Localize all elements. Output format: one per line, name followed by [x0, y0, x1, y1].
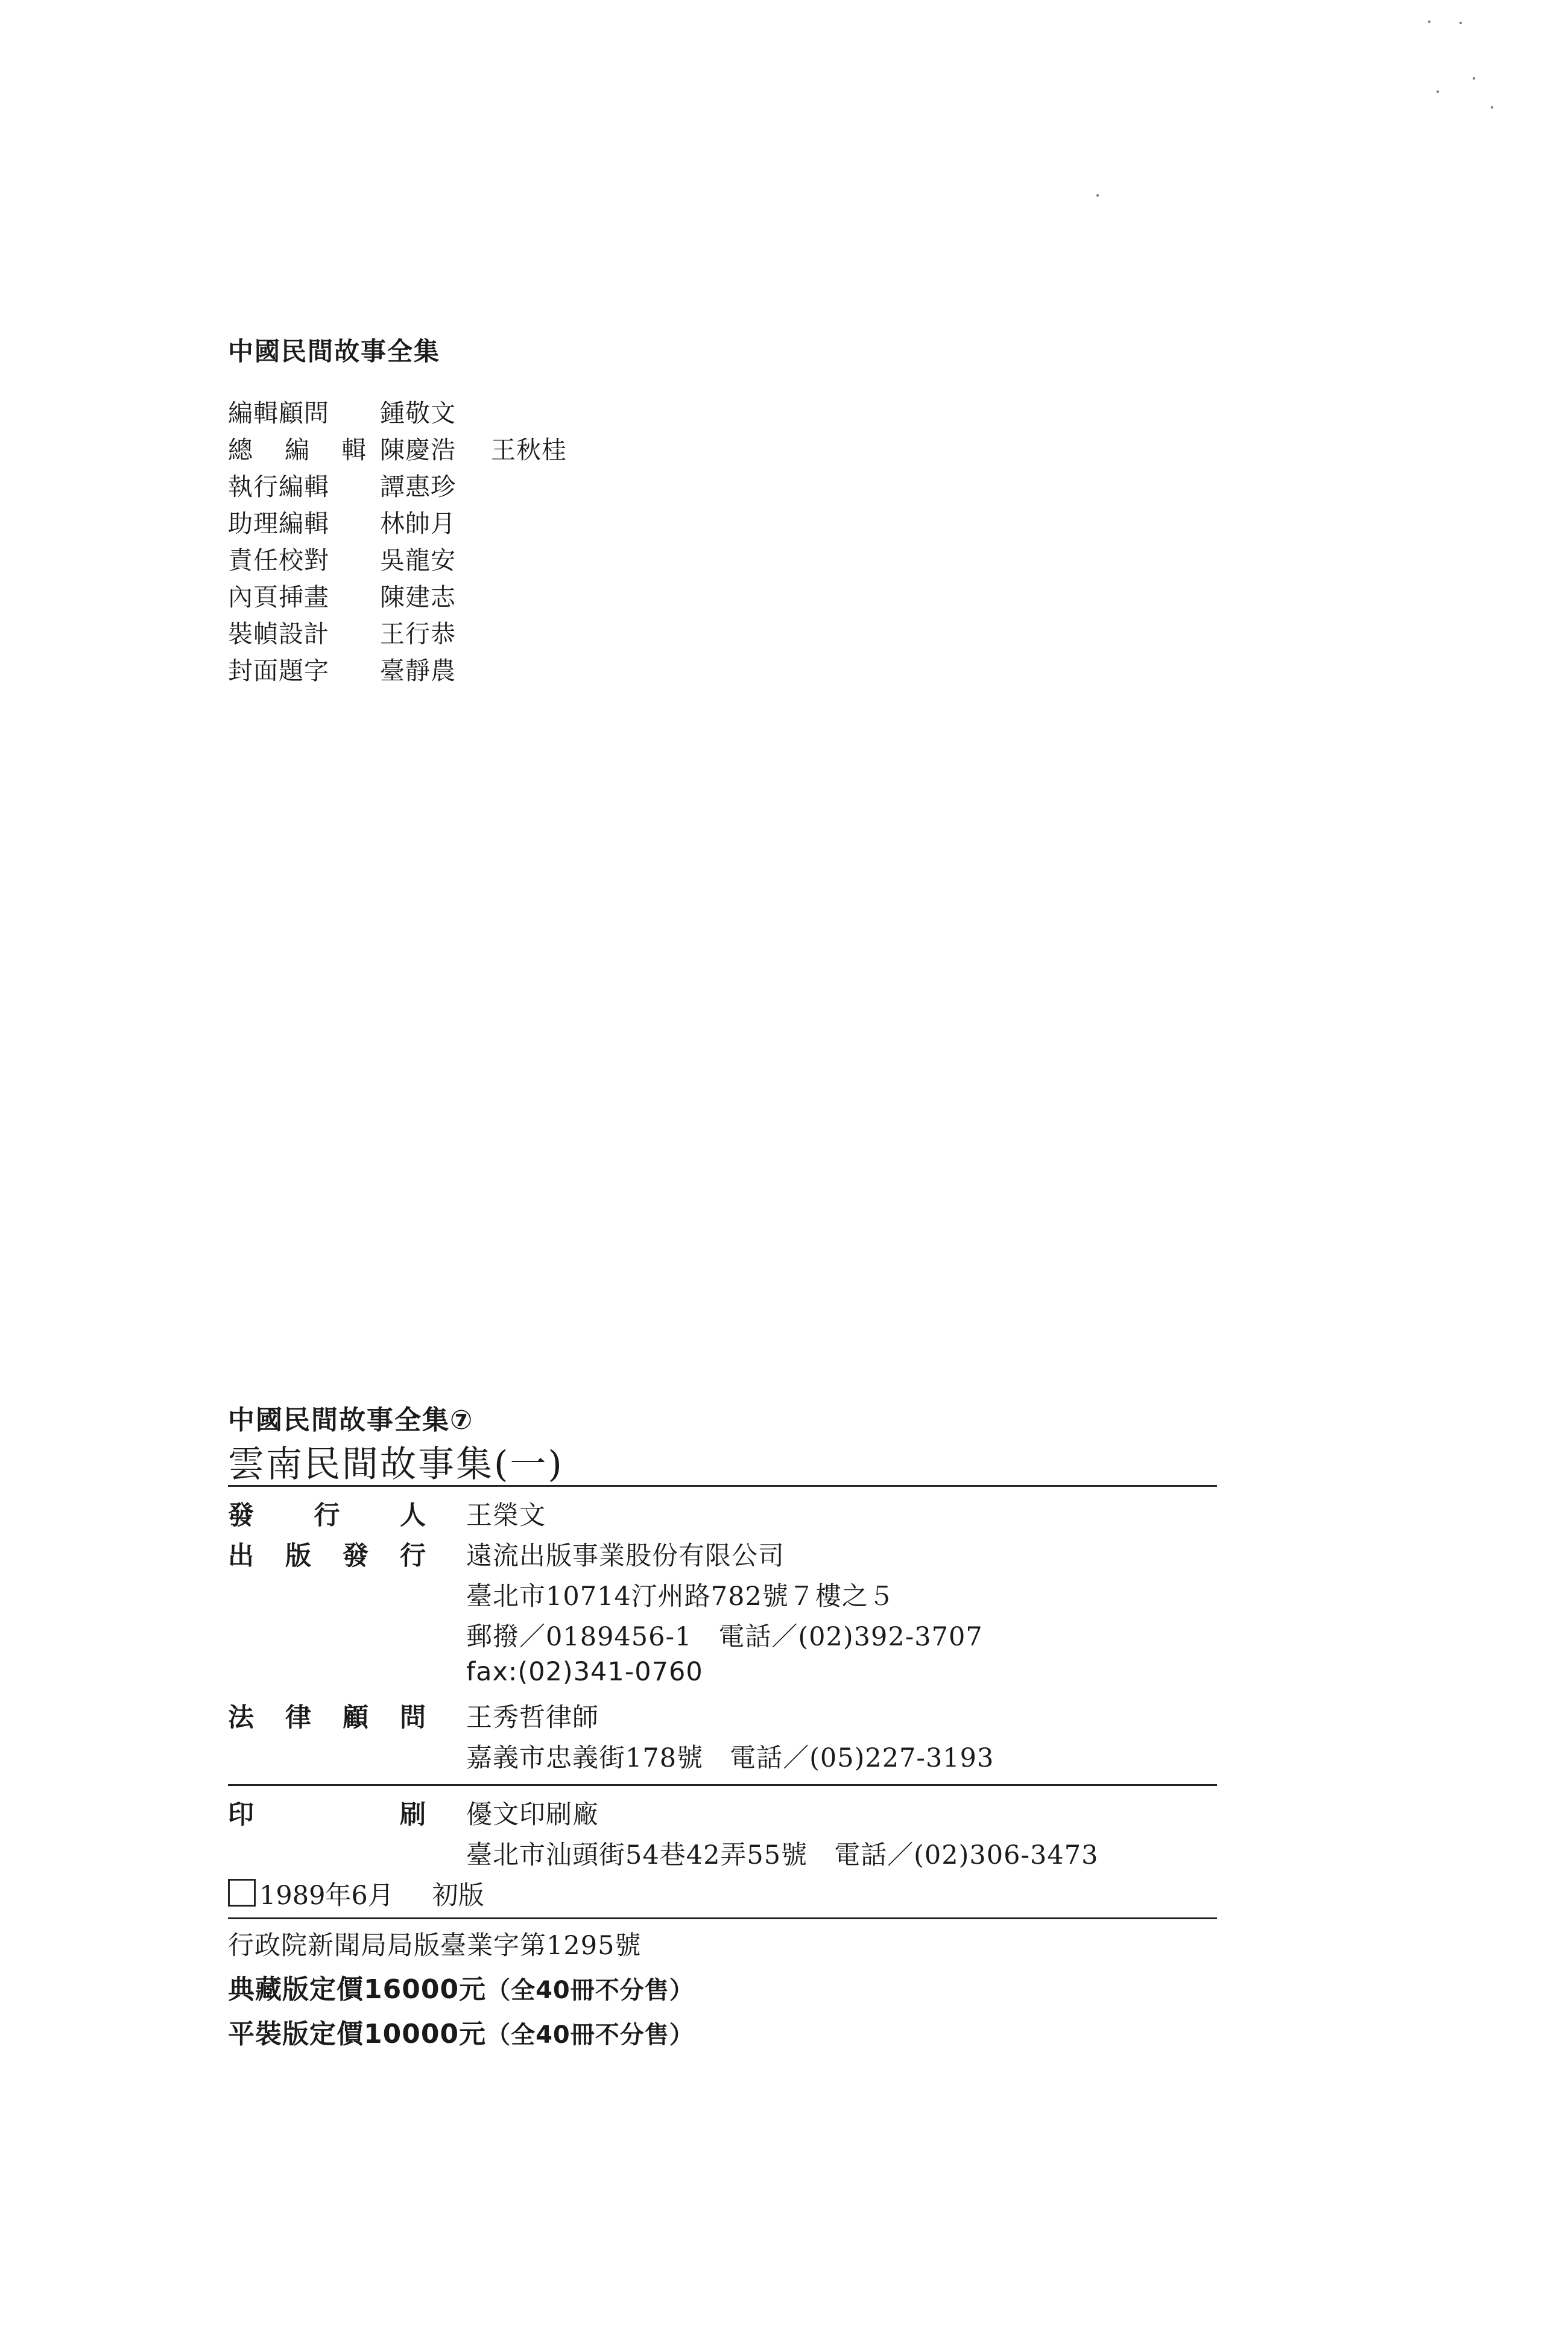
issuer-label — [228, 1536, 466, 1572]
label-char: 發 — [343, 1541, 370, 1571]
credit-role: 編輯顧問 — [228, 399, 329, 428]
label-char: 出 — [228, 1541, 255, 1571]
checkbox-mark-icon — [228, 1879, 256, 1907]
credit-role: 執行編輯 — [228, 472, 329, 501]
label-char: 行 — [400, 1541, 427, 1571]
series-title: 中國民間故事全集 — [228, 337, 441, 366]
credit-role: 封面題字 — [228, 656, 329, 685]
credit-name: 陳建志 — [380, 583, 456, 612]
price-paperback — [228, 2012, 1217, 2057]
credit-name: 林帥月 — [380, 509, 456, 538]
credit-role: 責任校對 — [228, 546, 329, 575]
credit-row — [228, 614, 602, 651]
edition-row — [228, 1875, 1217, 1917]
credit-name: 王秋桂 — [491, 435, 567, 464]
book-title: 雲南民間故事集(一) — [228, 1443, 564, 1486]
credit-name: 王行恭 — [380, 619, 456, 648]
printer-address-row — [228, 1835, 1217, 1875]
credit-role: 裝幀設計 — [228, 619, 329, 648]
issuer-contact: 郵撥／0189456-1 電話／(02)392-3707 — [466, 1622, 983, 1652]
price-paperback-note: （全40冊不分售） — [486, 2021, 694, 2049]
credit-name: 陳慶浩 — [380, 435, 456, 464]
label-char: 律 — [285, 1703, 312, 1733]
label-char: 問 — [400, 1703, 427, 1733]
legal-label — [228, 1697, 466, 1734]
issuer-fax-row — [228, 1657, 1217, 1697]
price-paperback-value: 平裝版定價10000元 — [228, 2019, 487, 2050]
issuer-name: 遠流出版事業股份有限公司 — [466, 1541, 785, 1571]
edition-label: 初版 — [432, 1881, 484, 1911]
printer-label — [228, 1794, 466, 1831]
legal-counsel: 王秀哲律師 — [466, 1703, 599, 1733]
issuer-row — [228, 1536, 1217, 1576]
credit-row — [228, 430, 602, 467]
publisher-label — [228, 1495, 466, 1532]
price-deluxe-note: （全40冊不分售） — [486, 1977, 694, 2004]
credit-row — [228, 540, 602, 577]
label-char: 人 — [400, 1501, 427, 1531]
credit-name: 譚惠珍 — [380, 472, 456, 501]
printer-row — [228, 1794, 1217, 1835]
publisher-value: 王榮文 — [466, 1501, 546, 1531]
registration-number: 行政院新聞局局版臺業字第1295號 — [228, 1931, 642, 1961]
credit-role: 助理編輯 — [228, 509, 329, 538]
label-char: 發 — [228, 1501, 255, 1531]
printer-name: 優文印刷廠 — [466, 1800, 599, 1830]
credit-name: 吳龍安 — [380, 546, 456, 575]
credit-row — [228, 393, 602, 430]
credit-row — [228, 504, 602, 540]
label-char: 顧 — [343, 1703, 370, 1733]
credit-row — [228, 467, 602, 504]
credit-name: 臺靜農 — [380, 656, 456, 685]
colophon — [228, 1398, 1217, 2057]
legal-row — [228, 1697, 1217, 1738]
issuer-address-row — [228, 1576, 1217, 1616]
price-deluxe-value: 典藏版定價16000元 — [228, 1974, 487, 2005]
credit-role: 總 編 輯 — [228, 435, 379, 464]
legal-address-row — [228, 1738, 1217, 1778]
issuer-fax: fax:(02)341-0760 — [466, 1657, 703, 1687]
label-char: 印 — [228, 1800, 255, 1830]
issuer-address: 臺北市10714汀州路782號７樓之５ — [466, 1581, 895, 1612]
credit-row — [228, 651, 602, 688]
credit-role: 內頁挿畫 — [228, 583, 329, 612]
credit-name: 鍾敬文 — [380, 399, 456, 428]
publisher-row — [228, 1495, 1217, 1536]
editorial-credits — [228, 332, 602, 688]
edition-date: 1989年6月 — [259, 1881, 394, 1911]
series-volume: 中國民間故事全集⑦ — [228, 1405, 474, 1435]
credit-row — [228, 577, 602, 614]
price-deluxe — [228, 1967, 1217, 2012]
printer-address: 臺北市汕頭街54巷42弄55號 電話／(02)306-3473 — [466, 1840, 1099, 1870]
legal-address: 嘉義市忠義街178號 電話／(05)227-3193 — [466, 1743, 994, 1773]
label-char: 法 — [228, 1703, 255, 1733]
label-char: 版 — [285, 1541, 312, 1571]
label-char: 刷 — [400, 1800, 427, 1830]
issuer-contact-row — [228, 1616, 1217, 1657]
label-char: 行 — [314, 1501, 341, 1531]
